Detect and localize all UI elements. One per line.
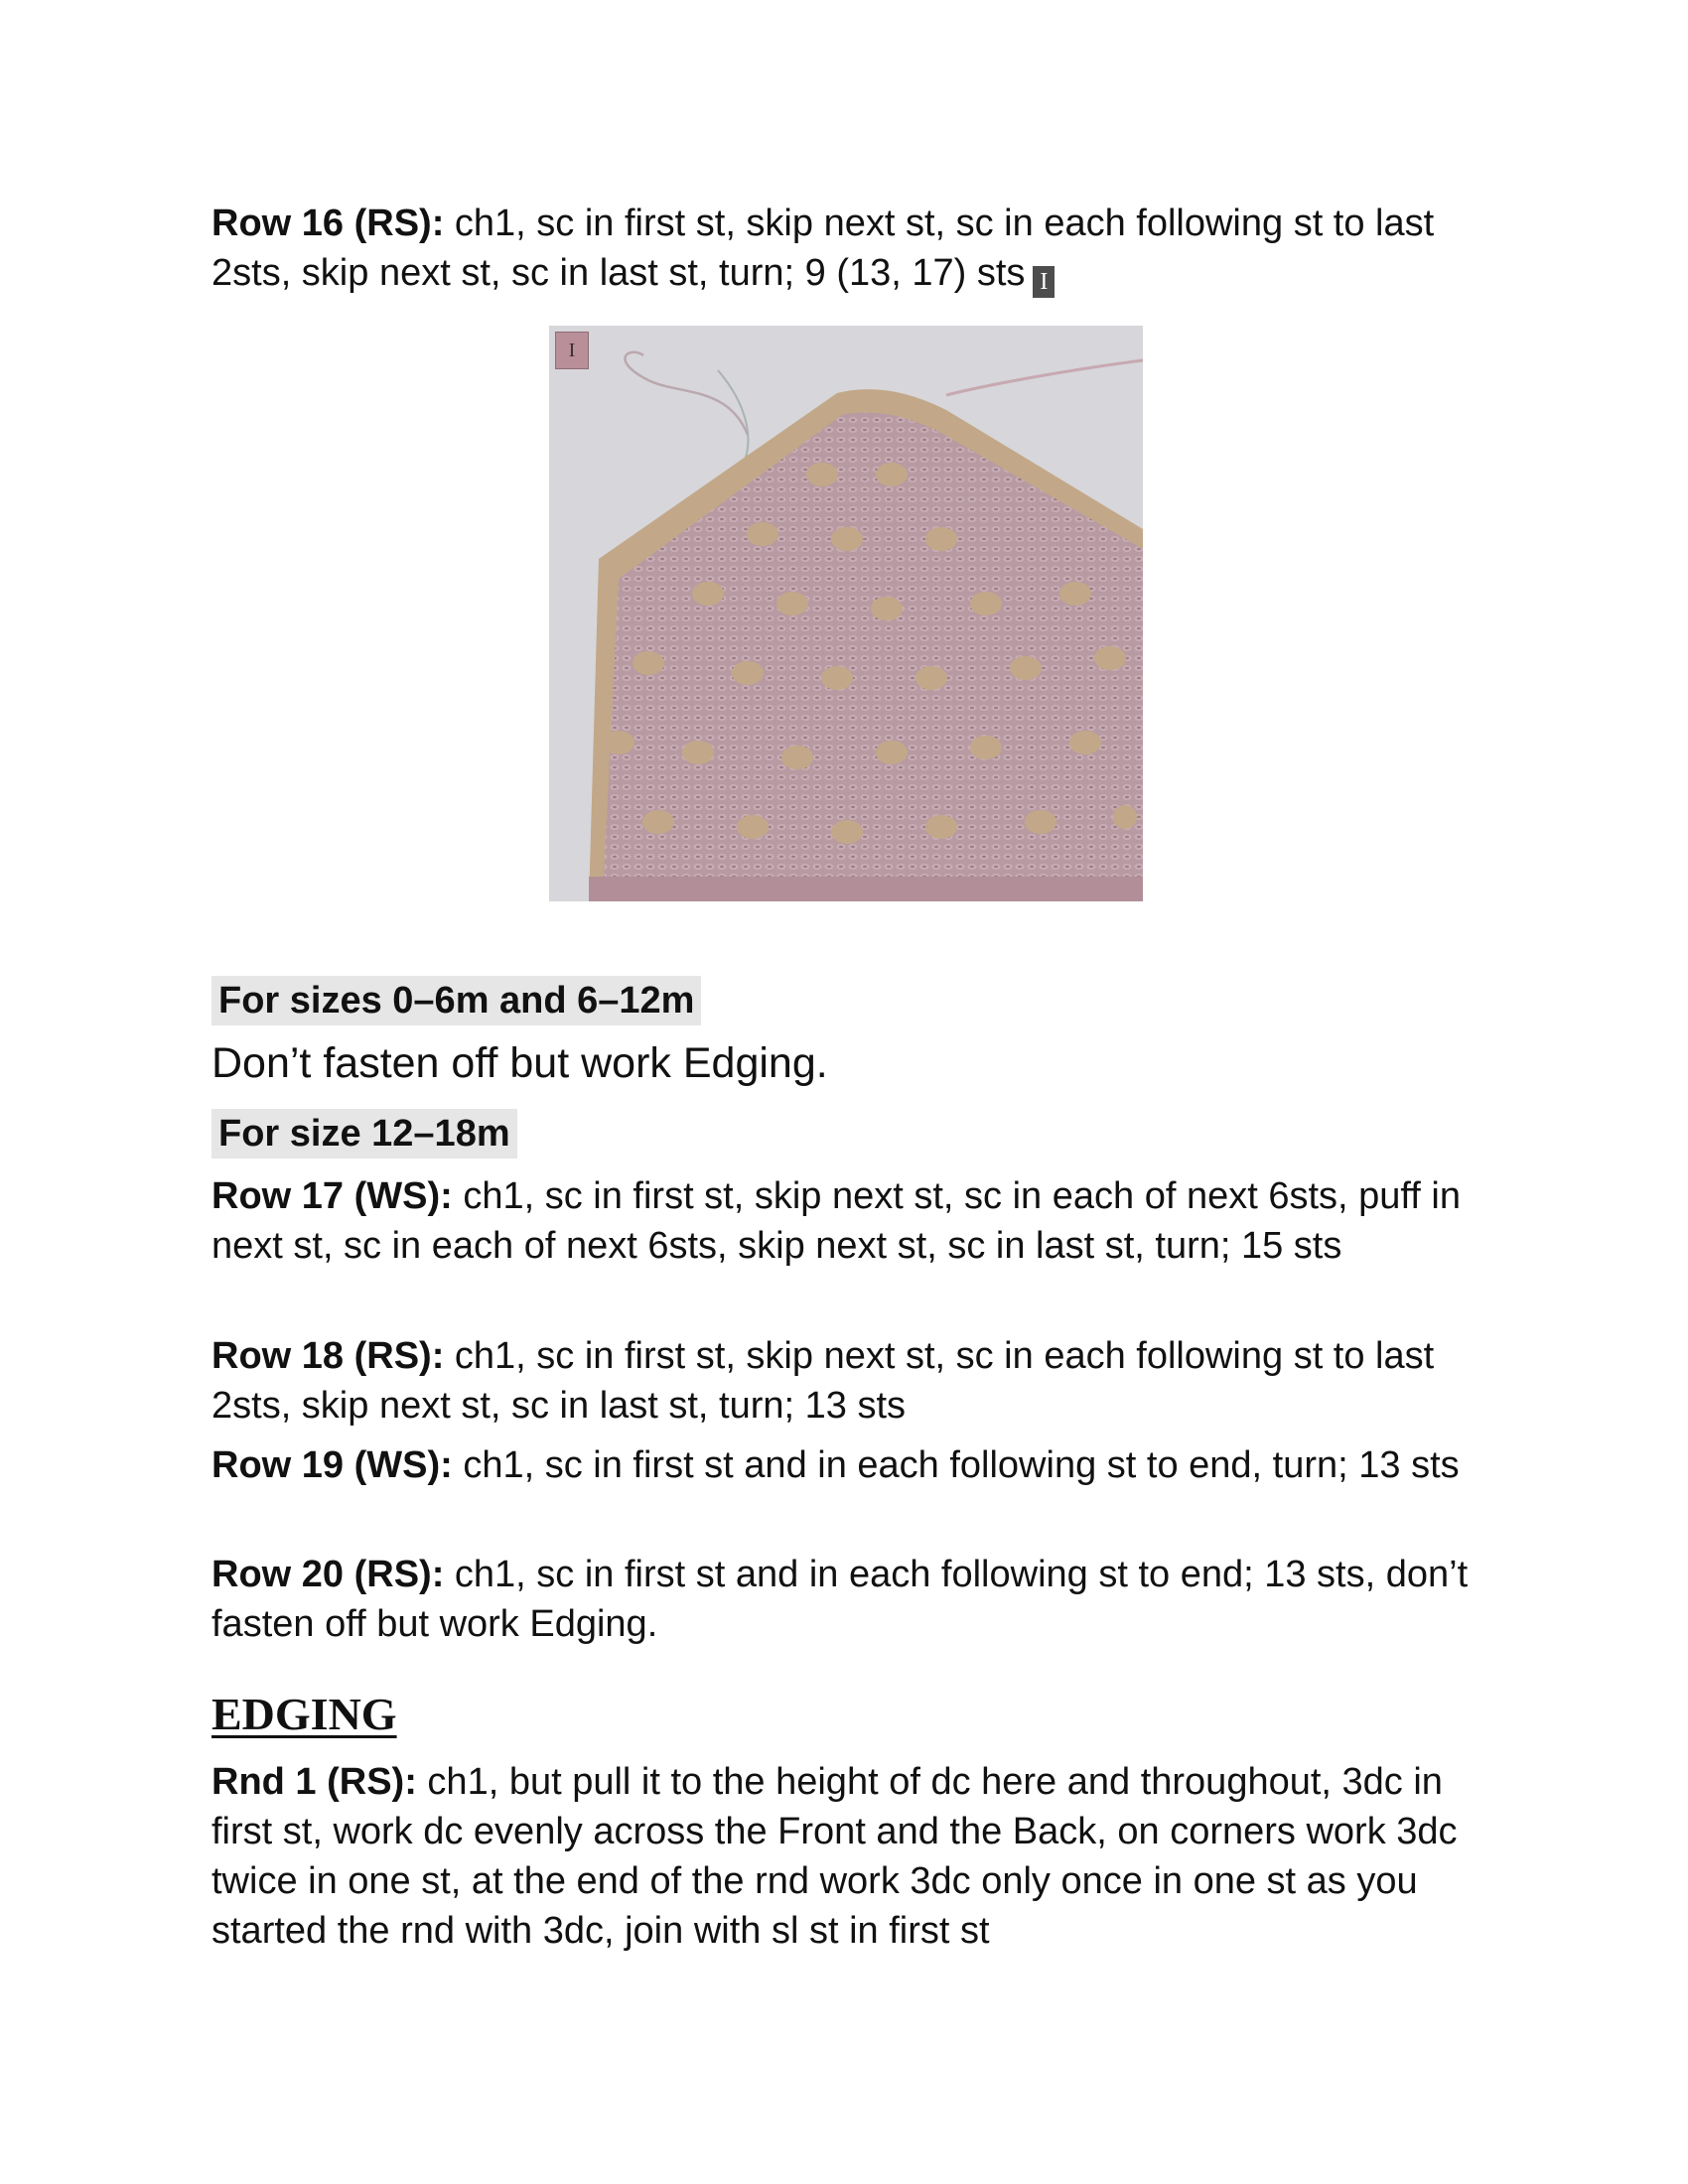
rnd-label: Rnd 1 (RS): (211, 1761, 417, 1803)
figure-ref-badge: I (1033, 266, 1055, 298)
row-text: ch1, sc in first st and in each following st to end, turn; 13 sts (452, 1444, 1460, 1486)
edging-heading: EDGING (211, 1689, 397, 1739)
row-16-instruction (211, 199, 1502, 298)
crochet-piece-illustration (549, 326, 1143, 901)
sizes-0-12-heading: For sizes 0–6m and 6–12m (211, 976, 701, 1025)
photo-label-tag: I (555, 332, 589, 369)
row-label: Row 19 (WS): (211, 1444, 453, 1486)
row-text: ch1, sc in first st, skip next st, sc in each of next 6sts, puff in next st, sc in each of next 6sts, skip next st, sc in last st, turn; 15 sts (211, 1175, 1461, 1267)
row-17-instruction (211, 1171, 1502, 1271)
row-text: ch1, sc in first st and in each following st to end; 13 sts, don’t fasten off but work Edging. (211, 1554, 1469, 1645)
size-12-18-heading: For size 12–18m (211, 1109, 517, 1159)
row-text: ch1, sc in first st, skip next st, sc in each following st to last 2sts, skip next st, sc in last st, turn; 9 (13, 17) sts (211, 203, 1435, 294)
row-text: ch1, sc in first st, skip next st, sc in each following st to last 2sts, skip next st, sc in last st, turn; 13 sts (211, 1335, 1435, 1427)
row-label: Row 18 (RS): (211, 1335, 445, 1377)
row-label: Row 17 (WS): (211, 1175, 453, 1217)
row-label: Row 20 (RS): (211, 1554, 445, 1595)
row-label: Row 16 (RS): (211, 203, 445, 244)
row-19-instruction (211, 1440, 1502, 1490)
edging-rnd-1-instruction (211, 1757, 1502, 1956)
crochet-photo (549, 326, 1143, 901)
sizes-0-12-instruction: Don’t fasten off but work Edging. (211, 1039, 828, 1087)
row-18-instruction (211, 1331, 1502, 1431)
row-20-instruction (211, 1550, 1502, 1649)
rnd-text: ch1, but pull it to the height of dc here and throughout, 3dc in first st, work dc evenly across the Front and the Back, on corners work 3dc twice in one st, at the end of the rnd work 3dc only once in one st as you started the rnd with 3dc, join with sl st in first st (211, 1761, 1458, 1952)
